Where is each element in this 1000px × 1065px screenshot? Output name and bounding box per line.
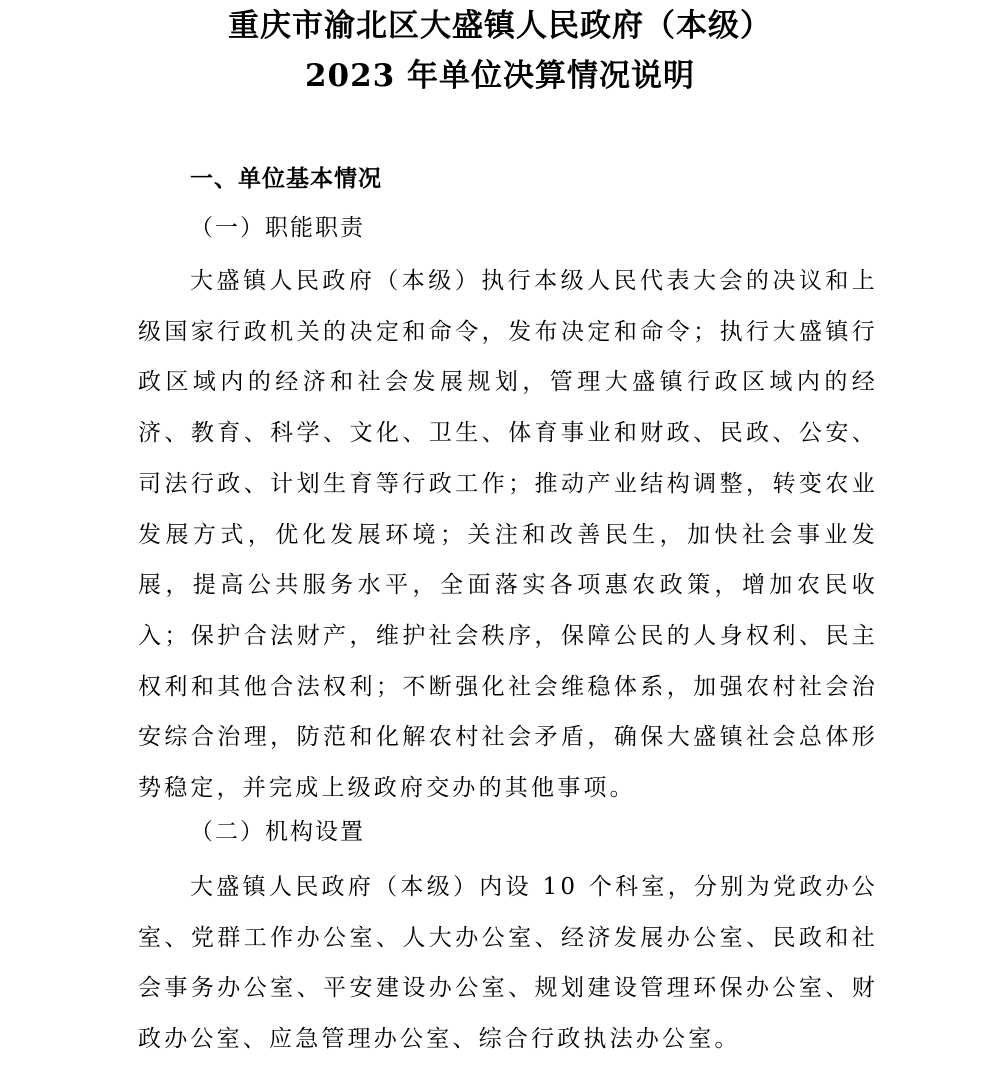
paragraph-organization: 大盛镇人民政府（本级）内设 10 个科室，分别为党政办公室、党群工作办公室、人大办公室、经济发展办公室、民政和社会事务办公室、平安建设办公室、规划建设管理环保办公室、财政办公室、应急管理办公室、综合行政执法办公室。 — [138, 874, 878, 1053]
document-title-line-2: 2023 年单位决算情况说明 — [304, 58, 696, 94]
paragraph-functions: 大盛镇人民政府（本级）执行本级人民代表大会的决议和上级国家行政机关的决定和命令，发布决定和命令；执行大盛镇行政区域内的经济和社会发展规划，管理大盛镇行政区域内的经济、教育、科学、文化、卫生、体育事业和财政、民政、公安、司法行政、计划生育等行政工作；推动产业结构调整，转变农业发展方式，优化发展环境；关注和改善民生，加快社会事业发展，提高公共服务水平，全面落实各项惠农政策，增加农民收入；保护合法财产，维护社会秩序，保障公民的人身权利、民主权利和其他合法权利；不断强化社会维稳体系，加强农村社会治安综合治理，防范和化解农村社会矛盾，确保大盛镇社会总体形势稳定，并完成上级政府交办的其他事项。 — [138, 268, 878, 802]
document-title-line-1: 重庆市渝北区大盛镇人民政府（本级） — [228, 8, 772, 44]
subheading-functions: （一）职能职责 — [190, 215, 365, 241]
section-heading-basic-info: 一、单位基本情况 — [190, 166, 382, 192]
subheading-organization: （二）机构设置 — [190, 819, 365, 845]
